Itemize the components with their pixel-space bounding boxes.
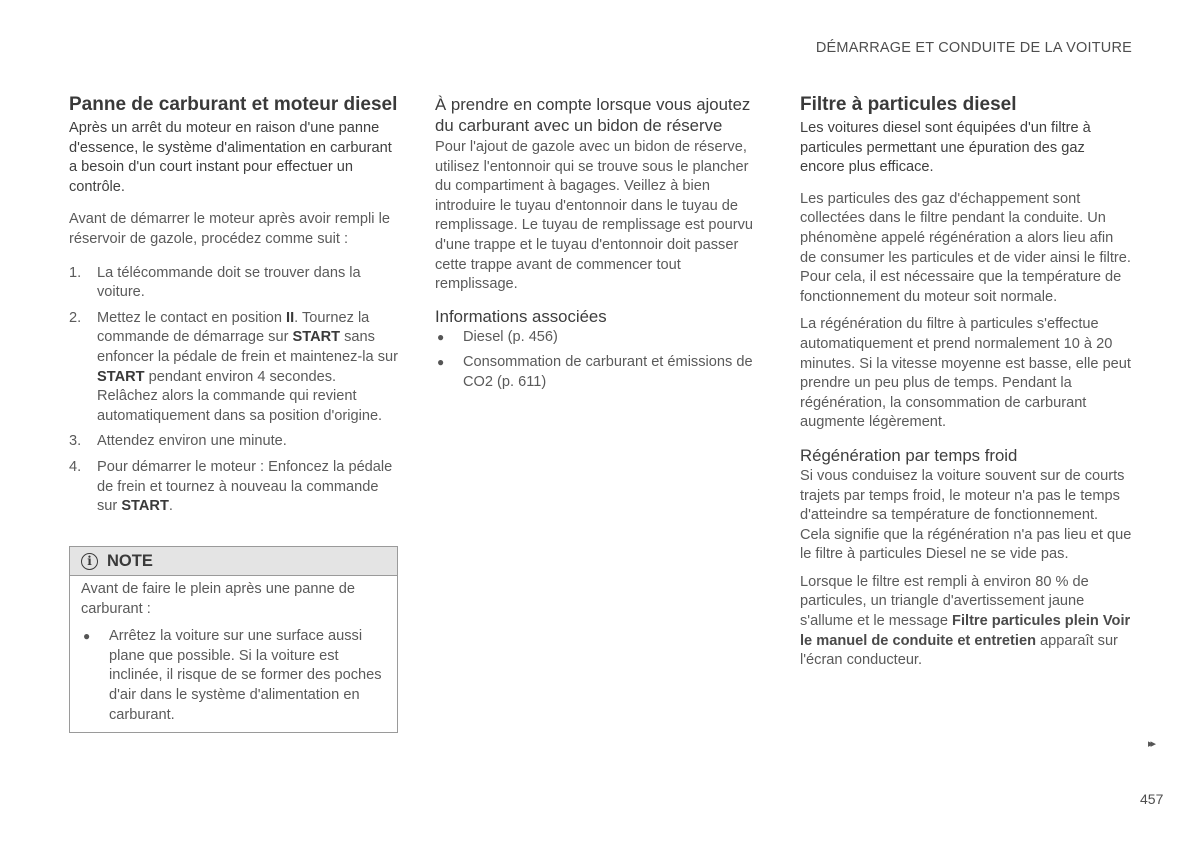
note-text: Avant de faire le plein après une panne de carburant : (81, 581, 355, 617)
column-reserve-can (435, 94, 767, 399)
info-icon: i (81, 553, 98, 570)
step-item: 2. Mettez le contact en position II. Tournez la commande de démarrage sur START sans enfoncer la pédale de frein et maintenez-la sur START pendant environ 4 secondes. Relâchez alors la commande qui revient automatiquement dans sa position d'origine. (69, 309, 398, 424)
note-title: NOTE (107, 551, 153, 570)
warning-message: Filtre particules plein Voir le manuel de conduite et entretien (800, 613, 1131, 649)
para-regeneration: La régénération du filtre à particules s'effectue automatiquement et prend normalement 10 à 20 minutes. Si la vitesse moyenne est basse, elle peut prendre un peu plus de temps. Pendant la régénération, la consommation de carburant augmente légèrement. (800, 316, 1131, 431)
bullet-icon: ● (437, 355, 445, 370)
note-body (70, 576, 397, 725)
bullet-icon: ● (83, 629, 91, 644)
heading-reserve-can: À prendre en compte lorsque vous ajoutez du carburant avec un bidon de réserve (435, 95, 751, 135)
intro-fuel-outage: Avant de démarrer le moteur après avoir rempli le réservoir de gazole, procédez comme suit : (69, 211, 390, 247)
steps-list (69, 264, 400, 517)
heading-related: Informations associées (435, 306, 607, 326)
para-collection: Les particules des gaz d'échappement sont collectées dans le filtre pendant la conduite. Un phénomène appelé régénération a alors lieu afin de consumer les particules et de vider ainsi le filtre. Pour cela, il est nécessaire que la température de fonctionnement du moteur soit normale. (800, 190, 1131, 305)
heading-cold-regeneration: Régénération par temps froid (800, 445, 1018, 465)
column-fuel-outage (69, 94, 400, 523)
related-list (435, 328, 767, 393)
related-link[interactable]: ● Diesel (p. 456) (435, 328, 767, 348)
bullet-icon: ● (437, 329, 445, 344)
list-item: ● Arrêtez la voiture sur une surface aussi plane que possible. Si la voiture est inclinée, il risque de se former des poches d'air dans le système d'alimentation en carburant. (83, 628, 382, 723)
para-cold: Si vous conduisez la voiture souvent sur de courts trajets par temps froid, le moteur n'a pas le temps d'atteindre sa température de fonctionnement. Cela signifie que la régénération n'a pas lieu et que le filtre à particules Diesel ne se vide pas. (800, 467, 1132, 563)
note-box (69, 546, 398, 733)
continue-icon: ▸▸ (1148, 738, 1154, 750)
lead-particle-filter: Les voitures diesel sont équipées d'un filtre à particules permettant une épuration des gaz encore plus efficace. (800, 120, 1091, 176)
column-particle-filter (800, 94, 1132, 679)
step-item: 4. Pour démarrer le moteur : Enfoncez la pédale de frein et tournez à nouveau la commande sur START. (69, 458, 393, 515)
related-link[interactable]: ● Consommation de carburant et émissions de CO2 (p. 611) (437, 354, 753, 390)
section-header: DÉMARRAGE ET CONDUITE DE LA VOITURE (815, 40, 1132, 56)
step-item: 1. La télécommande doit se trouver dans la voiture. (69, 264, 361, 301)
lead-fuel-outage: Après un arrêt du moteur en raison d'une panne d'essence, le système d'alimentation en carburant a besoin d'un court instant pour effectuer un contrôle. (69, 120, 392, 195)
step-item: 3. Attendez environ une minute. (69, 433, 287, 450)
page-number: 457 (1140, 791, 1164, 807)
para-warning: Lorsque le filtre est rempli à environ 80 % de particules, un triangle d'avertissement jaune s'allume et le message Filtre particules plein Voir le manuel de conduite et entretien apparaît sur l'écran conducteur. (800, 573, 1131, 669)
note-header (70, 547, 397, 576)
body-reserve-can: Pour l'ajout de gazole avec un bidon de réserve, utilisez l'entonnoir qui se trouve sous le plancher du compartiment à bagages. Veillez à bien introduire le tuyau d'entonnoir dans le tuyau de remplissage. Le tuyau de remplissage est pourvu d'une trappe et le tuyau d'entonnoir doit passer cette trappe avant de commencer tout remplissage. (435, 139, 753, 293)
heading-particle-filter: Filtre à particules diesel (800, 94, 1017, 115)
note-bullets (81, 627, 386, 725)
heading-fuel-outage: Panne de carburant et moteur diesel (69, 94, 398, 115)
